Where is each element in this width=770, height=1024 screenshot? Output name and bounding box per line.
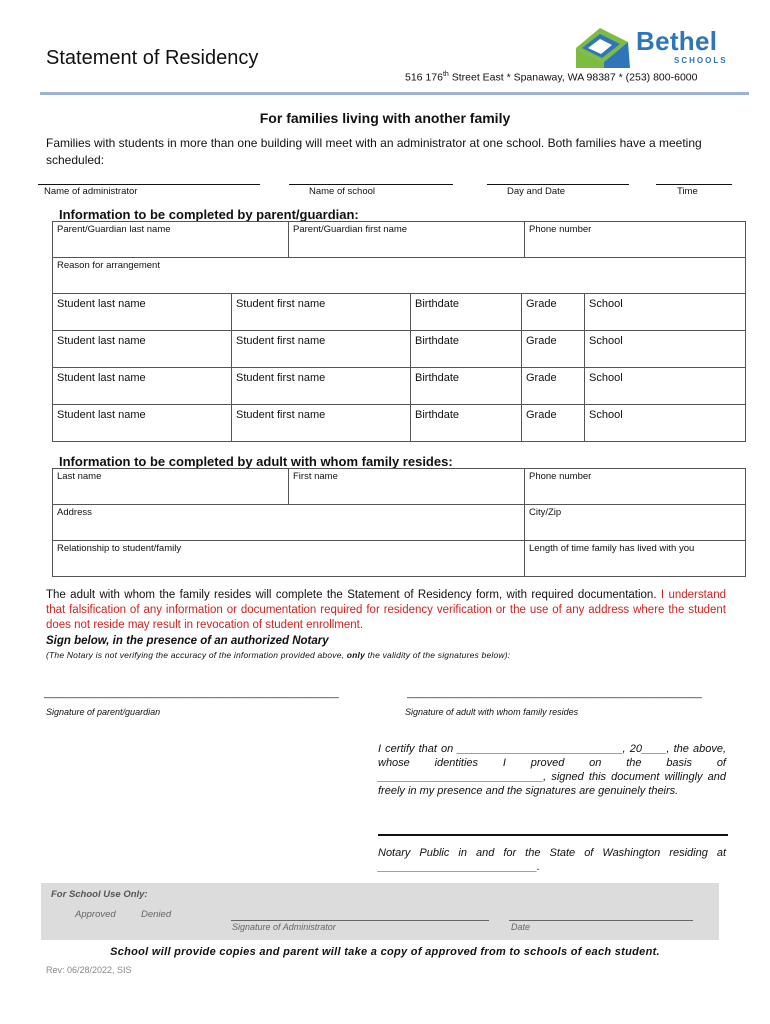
adult-phone-field[interactable]: Phone number	[525, 469, 746, 505]
table-row	[53, 331, 746, 368]
student-grade-field[interactable]: Grade	[522, 368, 585, 405]
table-row	[53, 294, 746, 331]
adult-first-name-field[interactable]: First name	[289, 469, 525, 505]
student-grade-field[interactable]: Grade	[522, 405, 585, 442]
student-birthdate-field[interactable]: Birthdate	[411, 405, 522, 442]
day-date-label: Day and Date	[507, 186, 566, 197]
student-first-name-field[interactable]: Student first name	[232, 405, 411, 442]
footer-note: School will provide copies and parent will take a copy of approved from to schools of each student.	[110, 946, 660, 958]
student-birthdate-field[interactable]: Birthdate	[411, 331, 522, 368]
notary-signature-line[interactable]	[378, 834, 728, 836]
student-grade-field[interactable]: Grade	[522, 294, 585, 331]
adult-address-field[interactable]: Address	[53, 505, 525, 541]
student-school-field[interactable]: School	[585, 294, 746, 331]
adult-section-title: Information to be completed by adult with whom family resides:	[59, 454, 453, 469]
section-heading: For families living with another family	[259, 110, 511, 126]
adult-info-table	[52, 468, 746, 577]
notary-certification: I certify that on ___________________________, 20____, the above, whose identities I proved on the basis of ___________________________, signed this document willingly and freely in my presence and the signatures are genuinely theirs.	[378, 743, 726, 797]
page-title: Statement of Residency	[46, 47, 259, 69]
parent-section-title: Information to be completed by parent/guardian:	[59, 207, 359, 222]
parent-last-name-field[interactable]: Parent/Guardian last name	[53, 222, 289, 258]
parent-info-table	[52, 221, 746, 294]
parent-first-name-field[interactable]: Parent/Guardian first name	[289, 222, 525, 258]
reason-field[interactable]: Reason for arrangement	[53, 258, 746, 294]
student-last-name-field[interactable]: Student last name	[53, 294, 232, 331]
student-last-name-field[interactable]: Student last name	[53, 368, 232, 405]
adult-city-zip-field[interactable]: City/Zip	[525, 505, 746, 541]
notary-public-text: Notary Public in and for the State of Washington residing at __________________________.	[378, 847, 726, 873]
student-table	[52, 293, 746, 442]
student-school-field[interactable]: School	[585, 368, 746, 405]
school-use-title: For School Use Only:	[51, 889, 148, 900]
adult-signature-label: Signature of adult with whom family resides	[405, 707, 579, 717]
student-birthdate-field[interactable]: Birthdate	[411, 368, 522, 405]
sign-note: (The Notary is not verifying the accuracy of the information provided above, only the validity of the signatures below):	[46, 650, 511, 660]
student-first-name-field[interactable]: Student first name	[232, 368, 411, 405]
student-last-name-field[interactable]: Student last name	[53, 405, 232, 442]
header-rule	[40, 92, 749, 95]
adult-signature-line[interactable]: _____________________________________________________	[407, 688, 702, 699]
relationship-field[interactable]: Relationship to student/family	[53, 541, 525, 577]
residency-statement: The adult with whom the family resides will complete the Statement of Residency form, with required documentation. I understand that falsification of any information or documentation required for residency verification or the use of any address where the student does not reside may result in revocation of student enrollment.	[46, 589, 726, 631]
logo-subtitle: SCHOOLS	[674, 56, 728, 65]
student-first-name-field[interactable]: Student first name	[232, 331, 411, 368]
date-label: Date	[511, 922, 531, 932]
administrator-line[interactable]	[38, 184, 260, 185]
intro-text: Families with students in more than one building will meet with an administrator at one school. Both families have a meeting scheduled:	[46, 136, 702, 167]
denied-option[interactable]: Denied	[141, 909, 172, 920]
adult-last-name-field[interactable]: Last name	[53, 469, 289, 505]
administrator-label: Name of administrator	[44, 186, 138, 197]
time-label: Time	[677, 186, 698, 197]
revision-text: Rev: 06/28/2022, SIS	[46, 965, 132, 975]
school-building-logo-icon	[574, 26, 632, 68]
student-grade-field[interactable]: Grade	[522, 331, 585, 368]
school-line[interactable]	[289, 184, 453, 185]
school-label: Name of school	[309, 186, 376, 197]
school-use-box	[41, 883, 719, 940]
district-address: 516 176th Street East * Spanaway, WA 98387 * (253) 800-6000	[405, 71, 698, 84]
student-birthdate-field[interactable]: Birthdate	[411, 294, 522, 331]
table-row	[53, 405, 746, 442]
student-school-field[interactable]: School	[585, 331, 746, 368]
parent-signature-label: Signature of parent/guardian	[46, 707, 161, 717]
logo-brand: Bethel	[636, 26, 718, 56]
administrator-signature-line[interactable]	[231, 920, 489, 921]
date-line[interactable]	[509, 920, 693, 921]
approved-option[interactable]: Approved	[75, 909, 116, 920]
student-last-name-field[interactable]: Student last name	[53, 331, 232, 368]
time-line[interactable]	[656, 184, 732, 185]
bethel-schools-logo	[574, 26, 734, 70]
student-first-name-field[interactable]: Student first name	[232, 294, 411, 331]
student-school-field[interactable]: School	[585, 405, 746, 442]
parent-phone-field[interactable]: Phone number	[525, 222, 746, 258]
length-of-time-field[interactable]: Length of time family has lived with you	[525, 541, 746, 577]
administrator-signature-label: Signature of Administrator	[232, 922, 336, 932]
day-date-line[interactable]	[487, 184, 629, 185]
sign-title: Sign below, in the presence of an authorized Notary	[46, 635, 329, 647]
parent-signature-line[interactable]: _____________________________________________________	[44, 688, 339, 699]
table-row	[53, 368, 746, 405]
